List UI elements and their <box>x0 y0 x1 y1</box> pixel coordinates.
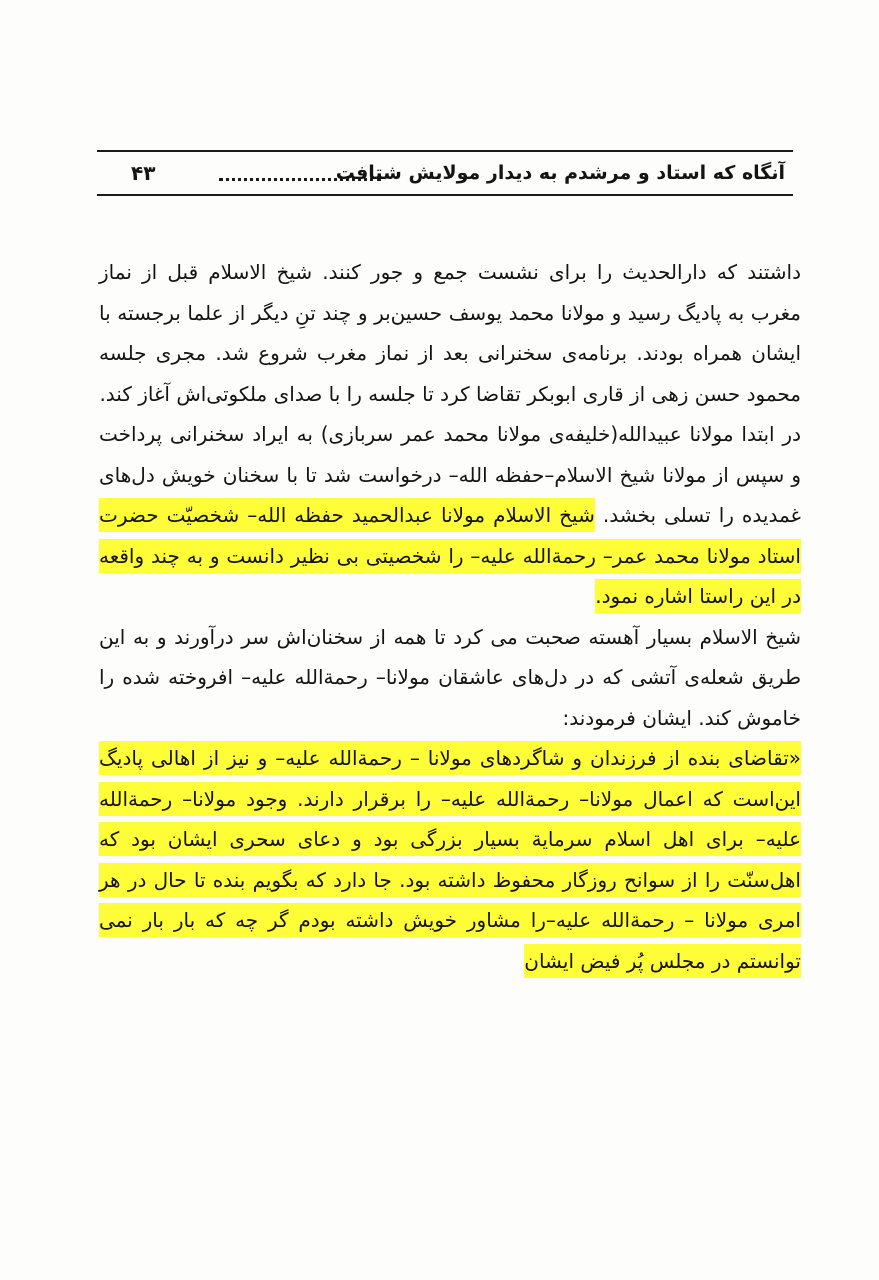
body-text <box>99 252 801 981</box>
paragraph-2 <box>99 414 801 617</box>
running-header <box>97 150 793 196</box>
highlighted-text: «تقاضای بنده از فرزندان و شاگردهای مولانا – رحمةالله علیه– و نیز از اهالی پادیگ این‌است که اعمال مولانا– رحمةالله علیه– را برقرار دارند. وجود مولانا– رحمةالله علیه– برای اهل اسلام سرمایة بسیار بزرگی بود و دعای سحری ایشان بود که اهل‌سنّت را از سوانح روزگار محفوظ داشته بود. جا دارد که بگویم بنده تا حال در هر امری مولانا – رحمةالله علیه–را مشاور خویش داشته بودم گر چه که بار بار نمی توانستم در مجلس پُر فیض ایشان <box>99 741 801 978</box>
page-number: ۴۳ <box>131 161 156 185</box>
highlighted-text: شیخ الاسلام مولانا عبدالحمید حفظه الله– شخصیّت حضرت استاد مولانا محمد عمر– رحمةالله علیه– را شخصیتی بی نظیر دانست و به چند واقعه در این راستا اشاره نمود. <box>99 498 801 613</box>
paragraph-4-quote <box>99 738 801 981</box>
paragraph-3 <box>99 617 801 739</box>
text-segment: داشتند که دارالحدیث را برای نشست جمع و جور کنند. شیخ الاسلام قبل از نماز مغرب به پادیگ رسید و مولانا محمد یوسف حسین‌بر و چند تنِ دیگر از علما برجسته با ایشان همراه بودند. برنامه‌ی سخنرانی بعد از نماز مغرب شروع شد. مجری جلسه محمود حسن زهی از قاری ابوبکر تقاضا کرد تا جلسه را با صدای ملکوتی‌اش آغاز کند. <box>99 260 801 406</box>
header-dot-leader <box>219 164 381 181</box>
chapter-title: آنگاه که استاد و مرشدم به دیدار مولایش شتافت <box>335 162 785 184</box>
paragraph-1 <box>99 252 801 414</box>
text-segment: شیخ الاسلام بسیار آهسته صحبت می کرد تا همه از سخنان‌اش سر درآورند و به این طریق شعله‌ی آتشی که در دل‌های عاشقان مولانا– رحمةالله علیه– افروخته شده را خاموش کند. ایشان فرمودند: <box>99 624 801 730</box>
text-segment: در ابتدا مولانا عبیدالله(خلیفه‌ی مولانا محمد عمر سربازی) به ایراد سخنرانی پرداخت و سپس از مولانا شیخ الاسلام–حفظه الله– درخواست شد تا با سخنان خویش دل‌های غمدیده را تسلی بخشد. <box>99 422 801 527</box>
